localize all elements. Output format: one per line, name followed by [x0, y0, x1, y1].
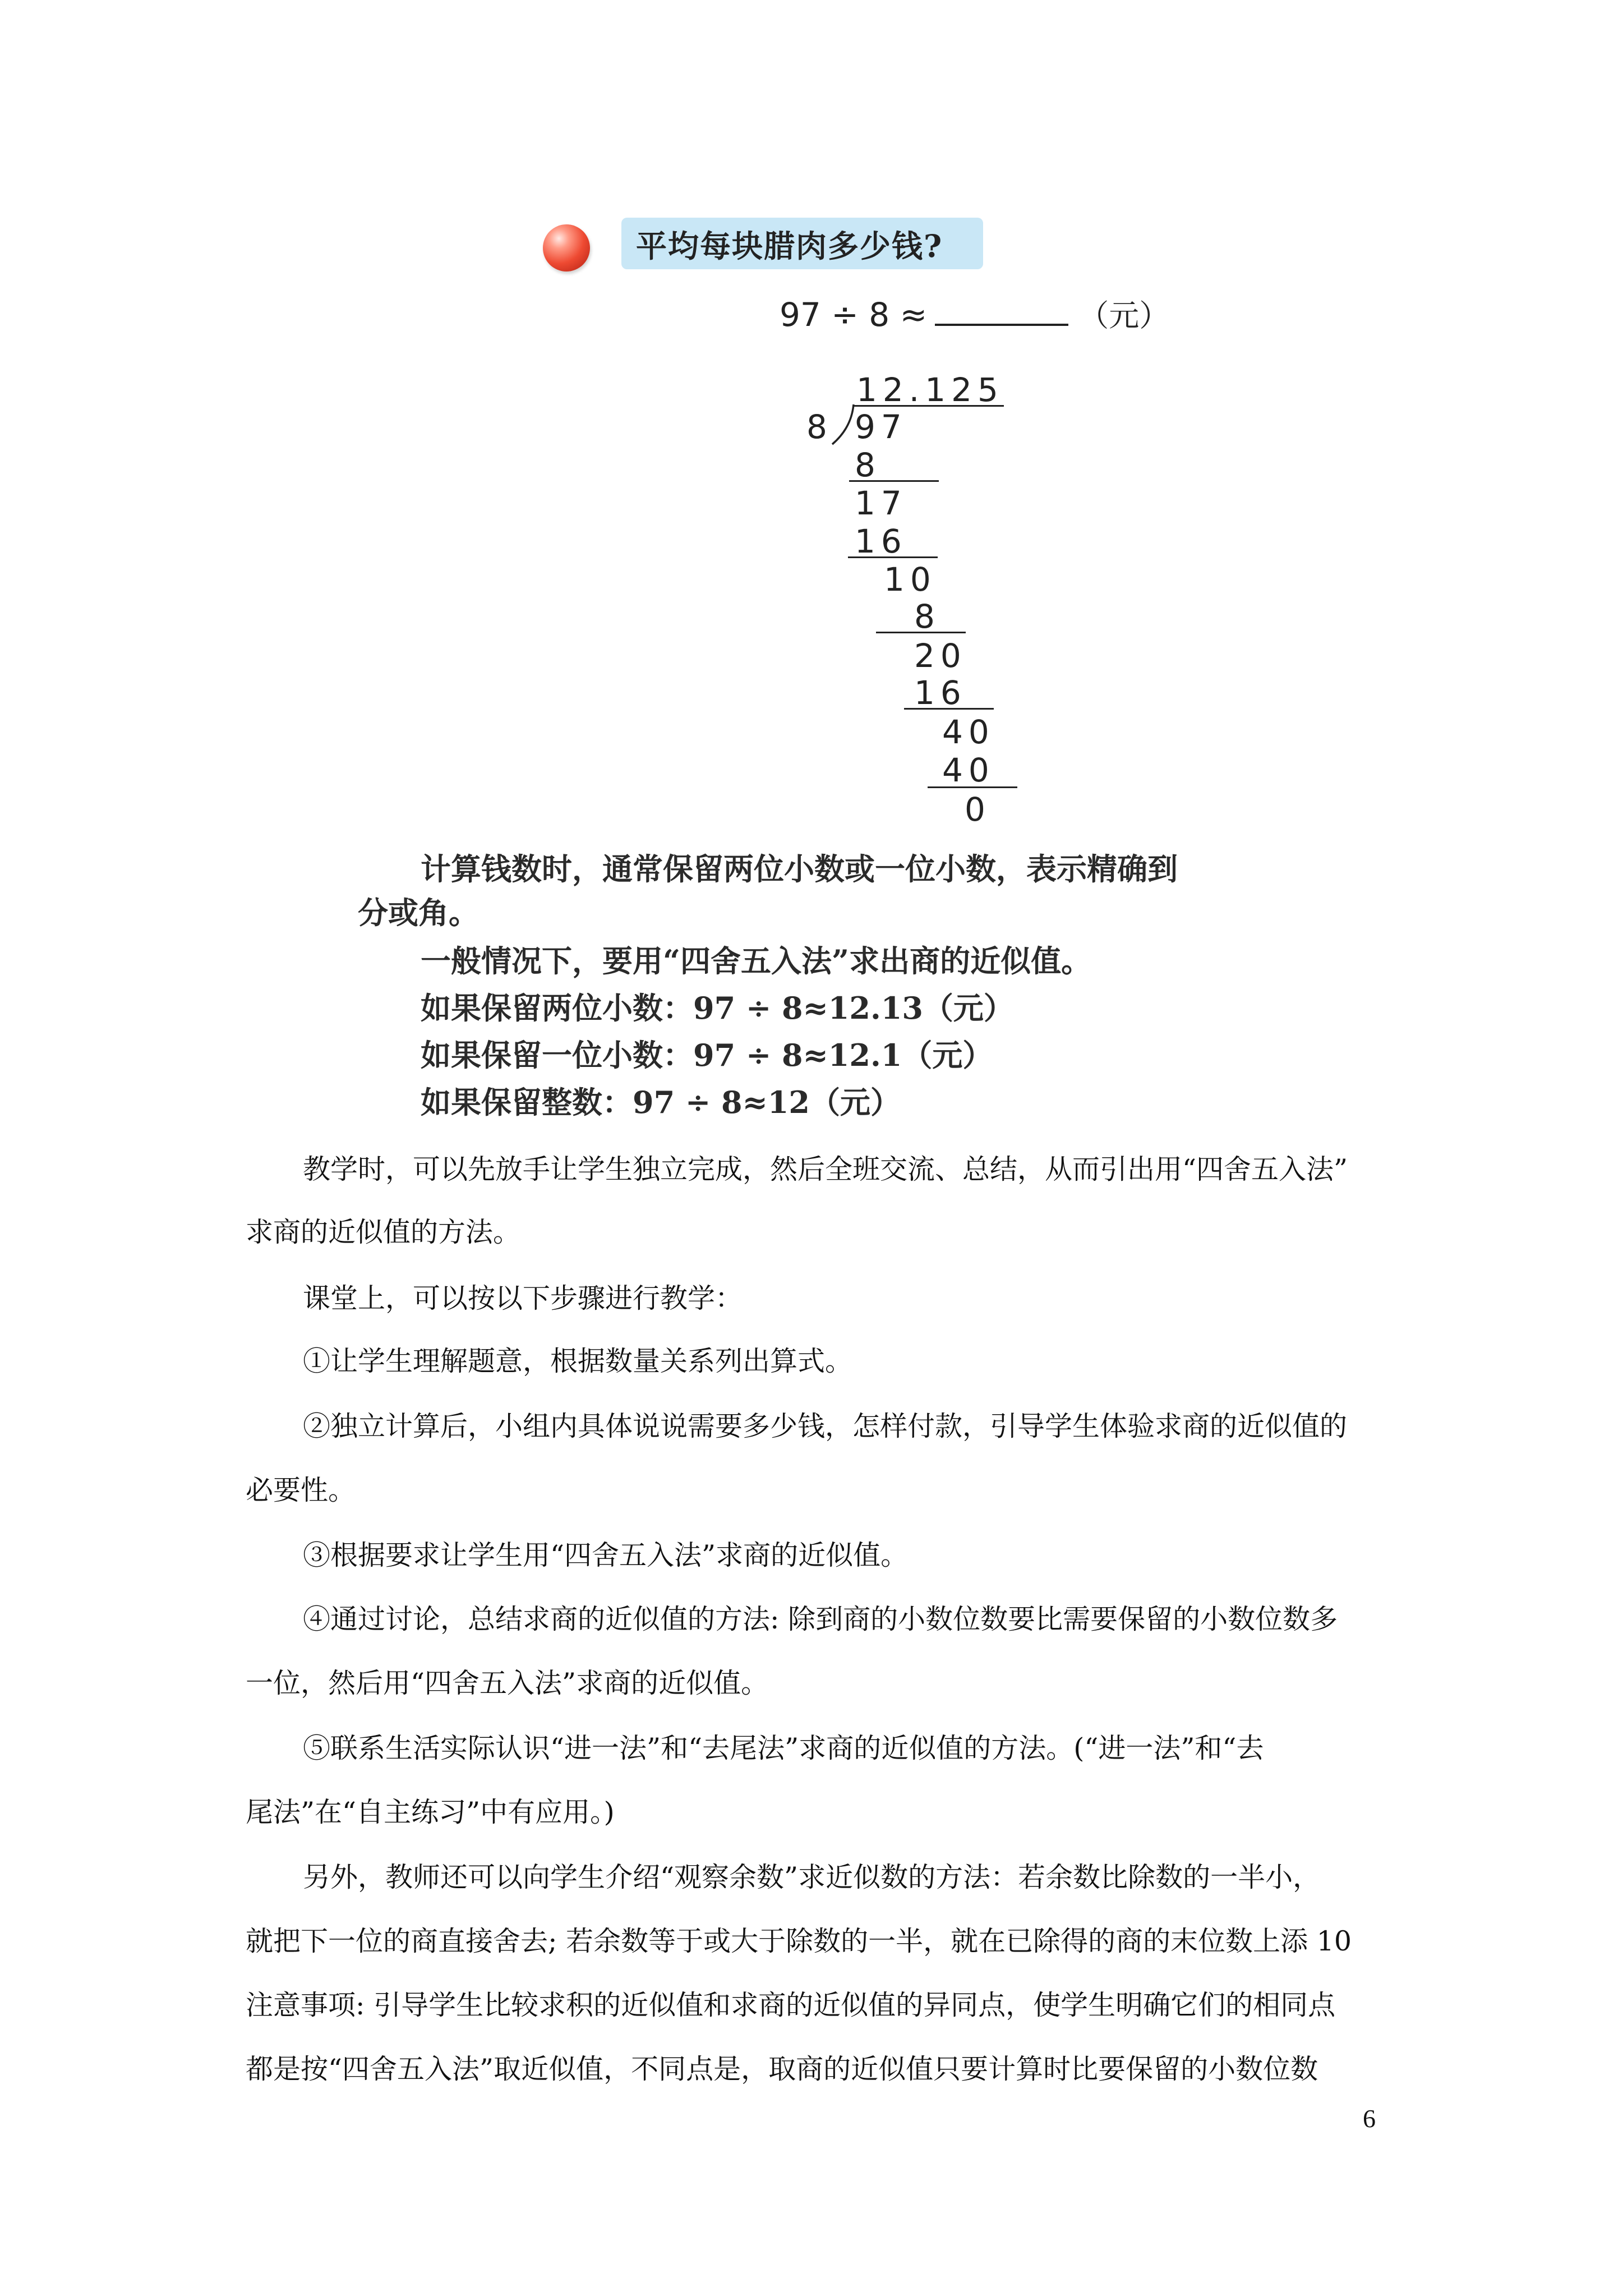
paragraph-line: 一位，然后用“四舍五入法”求商的近似值。 — [246, 1667, 769, 1699]
quotient: 12.125 — [856, 371, 1004, 409]
paragraph-line: 都是按“四舍五入法”取近似值，不同点是，取商的近似值只要计算时比要保留的小数位数 — [246, 2053, 1318, 2085]
division-bracket — [829, 403, 857, 447]
equation-unit: （元） — [1078, 298, 1170, 333]
final-remainder: 0 — [965, 790, 991, 829]
explanation-line: 分或角。 — [358, 895, 479, 931]
paragraph-line: 尾法”在“自主练习”中有应用。) — [246, 1796, 615, 1828]
explanation-line: 如果保留两位小数：97 ÷ 8≈12.13（元） — [421, 990, 1014, 1026]
paragraph-line: 课堂上，可以按以下步骤进行教学： — [303, 1282, 743, 1314]
paragraph-line: ②独立计算后，小组内具体说说需要多少钱，怎样付款，引导学生体验求商的近似值的 — [303, 1410, 1348, 1442]
red-bullet-icon — [543, 224, 590, 272]
step-remainder: 20 — [914, 637, 967, 675]
division-bar — [854, 405, 1004, 407]
step-line — [876, 632, 966, 633]
step-remainder: 10 — [884, 560, 937, 599]
step-line — [928, 786, 1017, 788]
paragraph-line: 求商的近似值的方法。 — [246, 1216, 521, 1248]
paragraph-line: 另外，教师还可以向学生介绍“观察余数”求近似数的方法：若余数比除数的一半小， — [303, 1861, 1321, 1893]
step-product: 8 — [914, 597, 940, 636]
paragraph-line: ④通过讨论，总结求商的近似值的方法: 除到商的小数位数要比需要保留的小数位数多 — [303, 1603, 1338, 1635]
page-number: 6 — [1363, 2104, 1376, 2133]
question-banner — [621, 218, 983, 269]
step-product: 16 — [914, 674, 967, 712]
step-remainder: 17 — [855, 484, 907, 522]
step-product: 8 — [855, 446, 881, 484]
divisor: 8 — [806, 408, 833, 446]
division-equation — [780, 292, 1169, 335]
paragraph-line: 教学时，可以先放手让学生独立完成，然后全班交流、总结，从而引出用“四舍五入法” — [303, 1153, 1348, 1185]
explanation-line: 计算钱数时，通常保留两位小数或一位小数，表示精确到 — [421, 851, 1178, 887]
paragraph-line: ⑤联系生活实际认识“进一法”和“去尾法”求商的近似值的方法。(“进一法”和“去 — [303, 1732, 1264, 1764]
explanation-line: 如果保留整数：97 ÷ 8≈12（元） — [421, 1084, 901, 1120]
paragraph-line: 就把下一位的商直接舍去; 若余数等于或大于除数的一半，就在已除得的商的末位数上添 10 — [246, 1925, 1352, 1957]
paragraph-line: ①让学生理解题意，根据数量关系列出算式。 — [303, 1345, 853, 1377]
step-product: 40 — [942, 751, 995, 789]
step-line — [848, 556, 938, 558]
paragraph-line: ③根据要求让学生用“四舍五入法”求商的近似值。 — [303, 1539, 909, 1571]
paragraph-line: 必要性。 — [246, 1474, 356, 1506]
paragraph-line: 注意事项: 引导学生比较求积的近似值和求商的近似值的异同点，使学生明确它们的相同点 — [246, 1989, 1336, 2021]
step-remainder: 40 — [942, 713, 995, 751]
explanation-line: 一般情况下，要用“四舍五入法”求出商的近似值。 — [421, 943, 1092, 979]
equation-expression: 97 ÷ 8 ≈ — [780, 296, 928, 334]
question-title: 平均每块腊肉多少钱? — [636, 227, 943, 264]
dividend: 97 — [855, 408, 907, 446]
answer-blank — [935, 295, 1068, 326]
step-line — [904, 708, 994, 710]
explanation-line: 如果保留一位小数：97 ÷ 8≈12.1（元） — [421, 1037, 993, 1073]
step-product: 16 — [855, 522, 907, 560]
step-line — [849, 480, 939, 482]
